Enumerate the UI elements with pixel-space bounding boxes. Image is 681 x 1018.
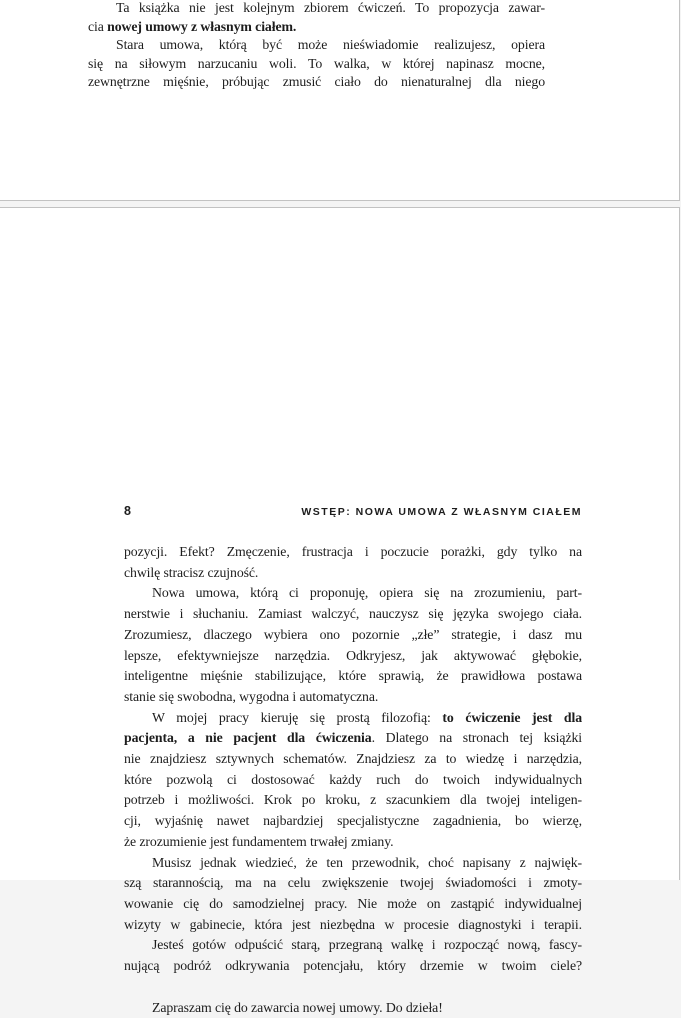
text-segment: cia [88,18,108,34]
text-line [124,894,582,915]
text-segment: inteligentne mięśnie stabilizujące, które sprawią, że prawidłowa postawa [124,668,582,684]
text-segment: W mojej pracy kieruję się prostą filozofią: [152,709,443,725]
text-line [88,73,545,92]
text-segment: nerstwie i słuchaniu. Zamiast walczyć, nauczysz się języka swojego ciała. [124,606,582,622]
text-line [124,873,582,894]
text-line [124,583,582,604]
text-line [124,956,582,977]
text-segment: się na siłowym narzucaniu woli. To walka, w której napinasz mocne, [88,55,545,71]
text-segment: cji, wyjaśnię nawet najbardziej specjalistyczne zagadnienia, bo wierzę, [124,813,582,829]
text-line [124,749,582,770]
text-segment: potrzeb i możliwości. Krok po kroku, z szacunkiem dla twojej inteligen- [124,792,582,808]
bold-text-segment: to ćwiczenie jest dla [442,709,582,725]
page-number: 8 [124,504,131,518]
text-segment: nującą podróż odkrywania potencjału, który drzemie w twoim ciele? [124,958,582,974]
text-segment: Zapraszam cię do zawarcia nowej umowy. Do dzieła! [152,999,443,1015]
text-segment: Stara umowa, którą być może nieświadomie realizujesz, opiera [116,37,545,53]
text-line [124,998,582,1018]
text-line [124,770,582,791]
page-header [124,504,582,518]
text-line [124,811,582,832]
text-segment: stanie się swobodna, wygodna i automatyczna. [124,688,379,704]
text-line [124,853,582,874]
text-line [124,563,582,584]
book-page-8 [0,207,680,1015]
text-segment: . Dlatego na stronach tej książki [371,730,582,746]
text-line [124,708,582,729]
bold-text-segment: pacjenta, a nie pacjent dla ćwiczenia [124,730,372,746]
text-segment: szą starannością, ma na celu zwiększenie twojej świadomości i zmoty- [124,875,582,891]
text-line [124,542,582,563]
page-text-column [124,542,582,1018]
text-line [124,625,582,646]
text-line [88,0,545,18]
text-segment: wizyty w gabinecie, która jest niezbędna w procesie diagnostyki i terapii. [124,916,582,932]
text-segment: Musisz jednak wiedzieć, że ten przewodnik, choć napisany z najwięk- [152,854,582,870]
text-segment: że zrozumienie jest fundamentem trwałej zmiany. [124,833,394,849]
text-line [88,55,545,74]
bold-text-segment: nowej umowy z własnym ciałem. [107,18,297,34]
book-page-previous [0,0,680,201]
text-line [124,832,582,853]
text-line [124,646,582,667]
text-segment: Jesteś gotów odpuścić starą, przegraną walkę i rozpocząć nową, fascy- [152,937,582,953]
blank-line [124,977,582,998]
text-segment: pozycji. Efekt? Zmęczenie, frustracja i poczucie porażki, gdy tylko na [124,544,582,559]
text-segment: chwilę stracisz czujność. [124,564,259,580]
text-segment: Ta książka nie jest kolejnym zbiorem ćwiczeń. To propozycja zawar- [116,0,545,15]
running-head: WSTĘP: NOWA UMOWA Z WŁASNYM CIAŁEM [301,506,582,518]
text-segment: Zrozumiesz, dlaczego wybiera ono pozornie „złe” strategie, i dasz mu [124,626,582,642]
text-segment: które pozwolą ci dostosować każdy ruch do twoich indywidualnych [124,771,582,787]
text-segment: lepsze, efektywniejsze narzędzia. Odkryjesz, jak aktywować głębokie, [124,647,582,663]
text-line [124,915,582,936]
text-line [124,666,582,687]
text-segment: zewnętrzne mięśnie, próbując zmusić ciało do nienaturalnej dla niego [88,74,545,90]
text-segment: nie znajdziesz sztywnych schematów. Znajdziesz za to wiedzę i narzędzia, [124,751,582,767]
text-line [124,604,582,625]
text-line [124,790,582,811]
text-segment: wowanie cię do samodzielnej pracy. Nie może on zastąpić indywidualnej [124,895,582,911]
text-line [88,36,545,55]
text-line [124,687,582,708]
text-line [88,18,545,37]
text-line [124,935,582,956]
text-line [124,728,582,749]
text-segment: Nowa umowa, którą ci proponuję, opiera się na zrozumieniu, part- [152,585,582,601]
page-text-column [88,0,545,92]
